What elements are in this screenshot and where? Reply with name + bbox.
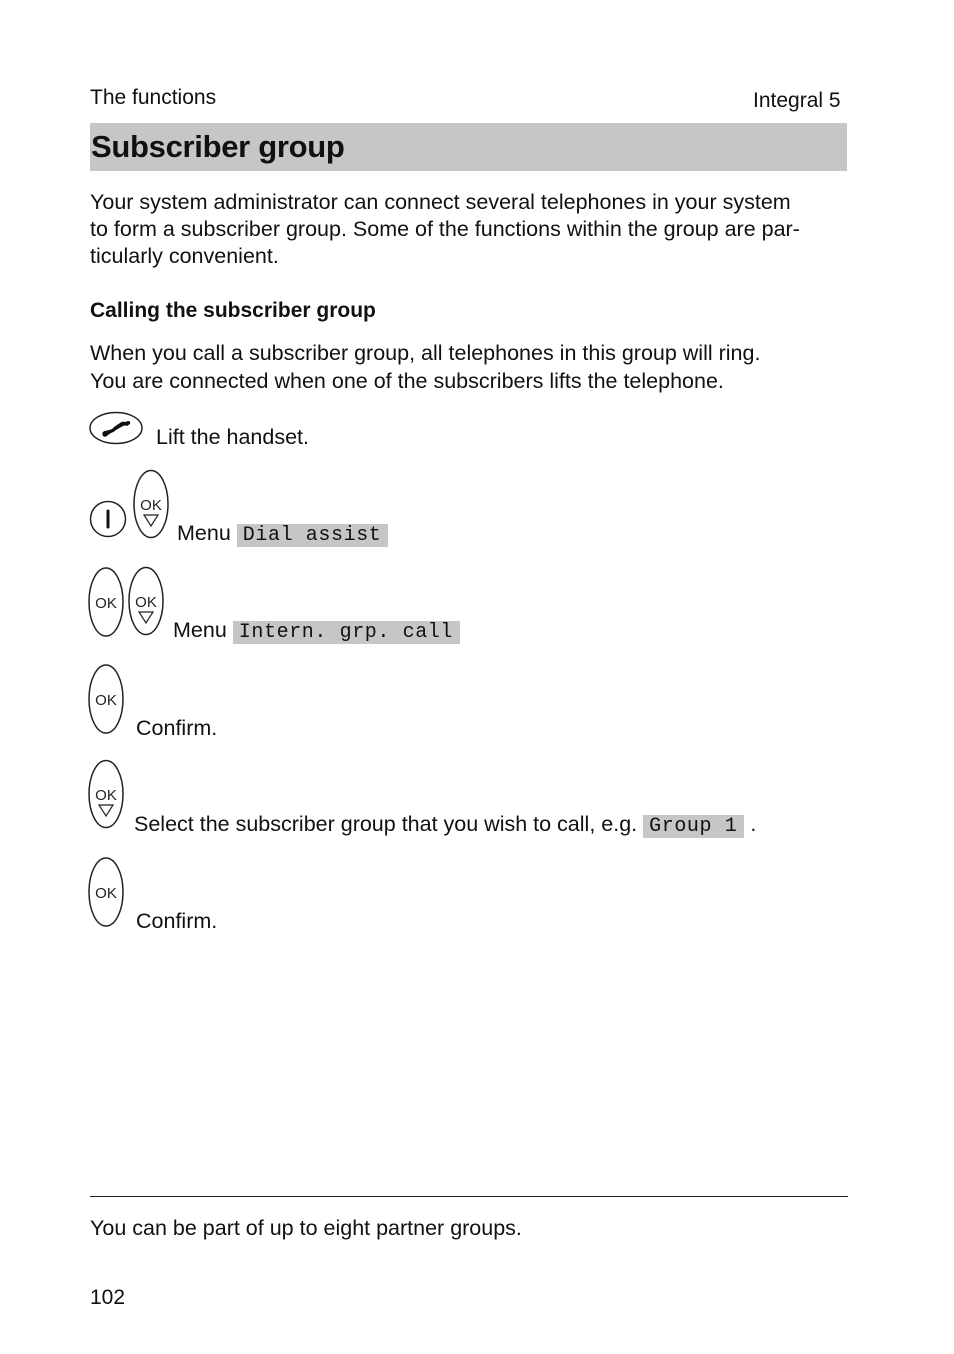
handset-icon [89,410,145,446]
step-5 [134,812,756,838]
menu-key-icon [89,500,129,540]
ok-key-icon [88,856,126,928]
calling-paragraph [90,339,850,395]
step-5-suffix: . [750,812,757,836]
display-text-intern-grp-call: Intern. grp. call [233,621,460,644]
svg-text:OK: OK [95,692,117,709]
display-text-dial-assist: Dial assist [237,524,389,547]
page-title: Subscriber group [91,129,345,164]
running-header-section: The functions [90,86,217,109]
intro-line: ticularly convenient. [90,244,279,268]
step-4-text: Confirm. [136,716,218,740]
running-header-product: Integral 5 [753,89,841,112]
ok-scroll-key-icon [132,469,170,541]
step-6-text: Confirm. [136,909,218,933]
intro-line: to form a subscriber group. Some of the functions within the group are par- [90,217,800,241]
page-number: 102 [90,1286,126,1309]
svg-text:OK: OK [135,594,157,611]
step-5-text: Select the subscriber group that you wish to call, e.g. [134,812,638,836]
step-2-text: Menu [177,521,231,545]
ok-key-icon [88,663,126,735]
ok-scroll-key-icon [128,566,166,638]
step-3-text: Menu [173,618,227,642]
step-1-text: Lift the handset. [156,425,309,449]
svg-text:OK: OK [140,497,162,514]
footnote-divider [90,1196,848,1197]
title-bar [90,123,847,171]
display-text-group-1: Group 1 [643,815,744,838]
section-subheading: Calling the subscriber group [90,299,376,322]
svg-text:OK: OK [95,595,117,612]
intro-paragraph [90,189,850,270]
step-3 [173,618,460,644]
footnote: You can be part of up to eight partner groups. [90,1216,522,1240]
svg-text:OK: OK [95,787,117,804]
calling-line: You are connected when one of the subscribers lifts the telephone. [90,369,724,393]
step-2 [177,521,388,547]
svg-text:OK: OK [95,885,117,902]
calling-line: When you call a subscriber group, all telephones in this group will ring. [90,341,761,365]
intro-line: Your system administrator can connect several telephones in your system [90,190,791,214]
ok-scroll-key-icon [88,759,126,831]
ok-key-icon [88,566,126,638]
